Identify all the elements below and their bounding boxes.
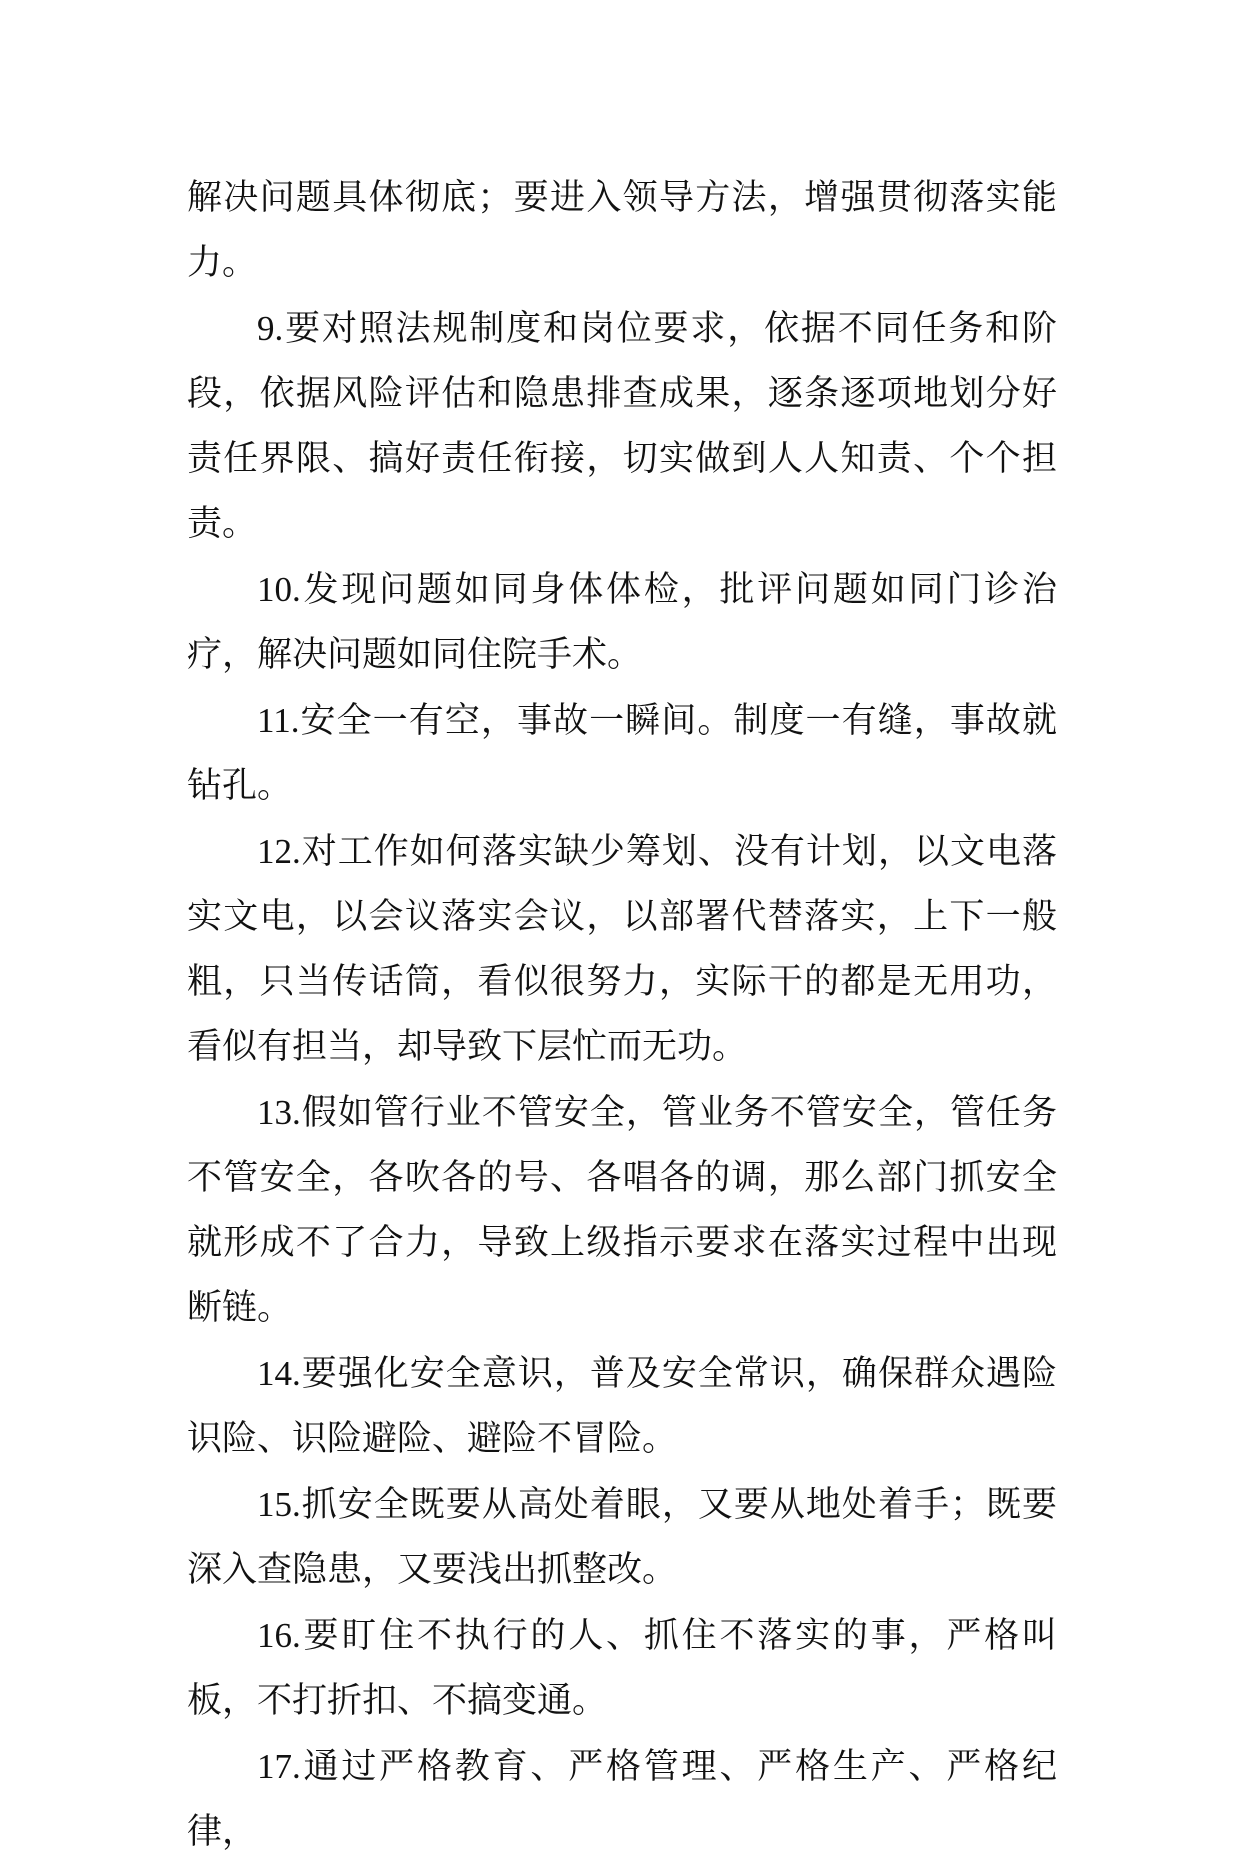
paragraph-text: 对工作如何落实缺少筹划、没有计划，以文电落实文电，以会议落实会议，以部署代替落实，上下一般粗，只当传话筒，看似很努力，实际干的都是无用功，看似有担当，却导致下层忙而无功。 xyxy=(187,832,1057,1067)
document-body xyxy=(187,166,1057,1865)
paragraph-text: 要盯住不执行的人、抓住不落实的事，严格叫板，不打折扣、不搞变通。 xyxy=(187,1616,1057,1721)
paragraph-12 xyxy=(187,819,1057,1080)
paragraph-text: 发现问题如同身体体检，批评问题如同门诊治疗，解决问题如同住院手术。 xyxy=(187,570,1057,675)
paragraph-number: 11. xyxy=(257,701,300,740)
paragraph-text: 假如管行业不管安全，管业务不管安全，管任务不管安全，各吹各的号、各唱各的调，那么部门抓安全就形成不了合力，导致上级指示要求在落实过程中出现断链。 xyxy=(187,1093,1057,1328)
paragraph-number: 16. xyxy=(257,1616,301,1655)
paragraph-text: 抓安全既要从高处着眼，又要从地处着手；既要深入查隐患，又要浅出抓整改。 xyxy=(187,1485,1057,1590)
paragraph-11 xyxy=(187,688,1057,819)
paragraph-text: 解决问题具体彻底；要进入领导方法，增强贯彻落实能力。 xyxy=(187,178,1057,283)
paragraph-text: 安全一有空，事故一瞬间。制度一有缝，事故就钻孔。 xyxy=(187,701,1057,806)
paragraph-14 xyxy=(187,1341,1057,1472)
paragraph-number: 10. xyxy=(257,570,301,609)
paragraph-number: 12. xyxy=(257,832,301,871)
paragraph-13 xyxy=(187,1080,1057,1341)
paragraph-text: 要强化安全意识，普及安全常识，确保群众遇险识险、识险避险、避险不冒险。 xyxy=(187,1354,1057,1459)
paragraph-16 xyxy=(187,1603,1057,1734)
paragraph-number: 17. xyxy=(257,1747,301,1786)
paragraph-10 xyxy=(187,557,1057,688)
paragraph-number: 15. xyxy=(257,1485,301,1524)
paragraph-number: 14. xyxy=(257,1354,301,1393)
paragraph-9 xyxy=(187,296,1057,557)
paragraph-continuation xyxy=(187,166,1057,296)
paragraph-number: 13. xyxy=(257,1093,301,1132)
paragraph-number: 9. xyxy=(257,309,284,348)
paragraph-15 xyxy=(187,1472,1057,1603)
paragraph-text: 要对照法规制度和岗位要求，依据不同任务和阶段，依据风险评估和隐患排查成果，逐条逐项地划分好责任界限、搞好责任衔接，切实做到人人知责、个个担责。 xyxy=(187,309,1057,544)
paragraph-text: 通过严格教育、严格管理、严格生产、严格纪律， xyxy=(187,1747,1057,1852)
